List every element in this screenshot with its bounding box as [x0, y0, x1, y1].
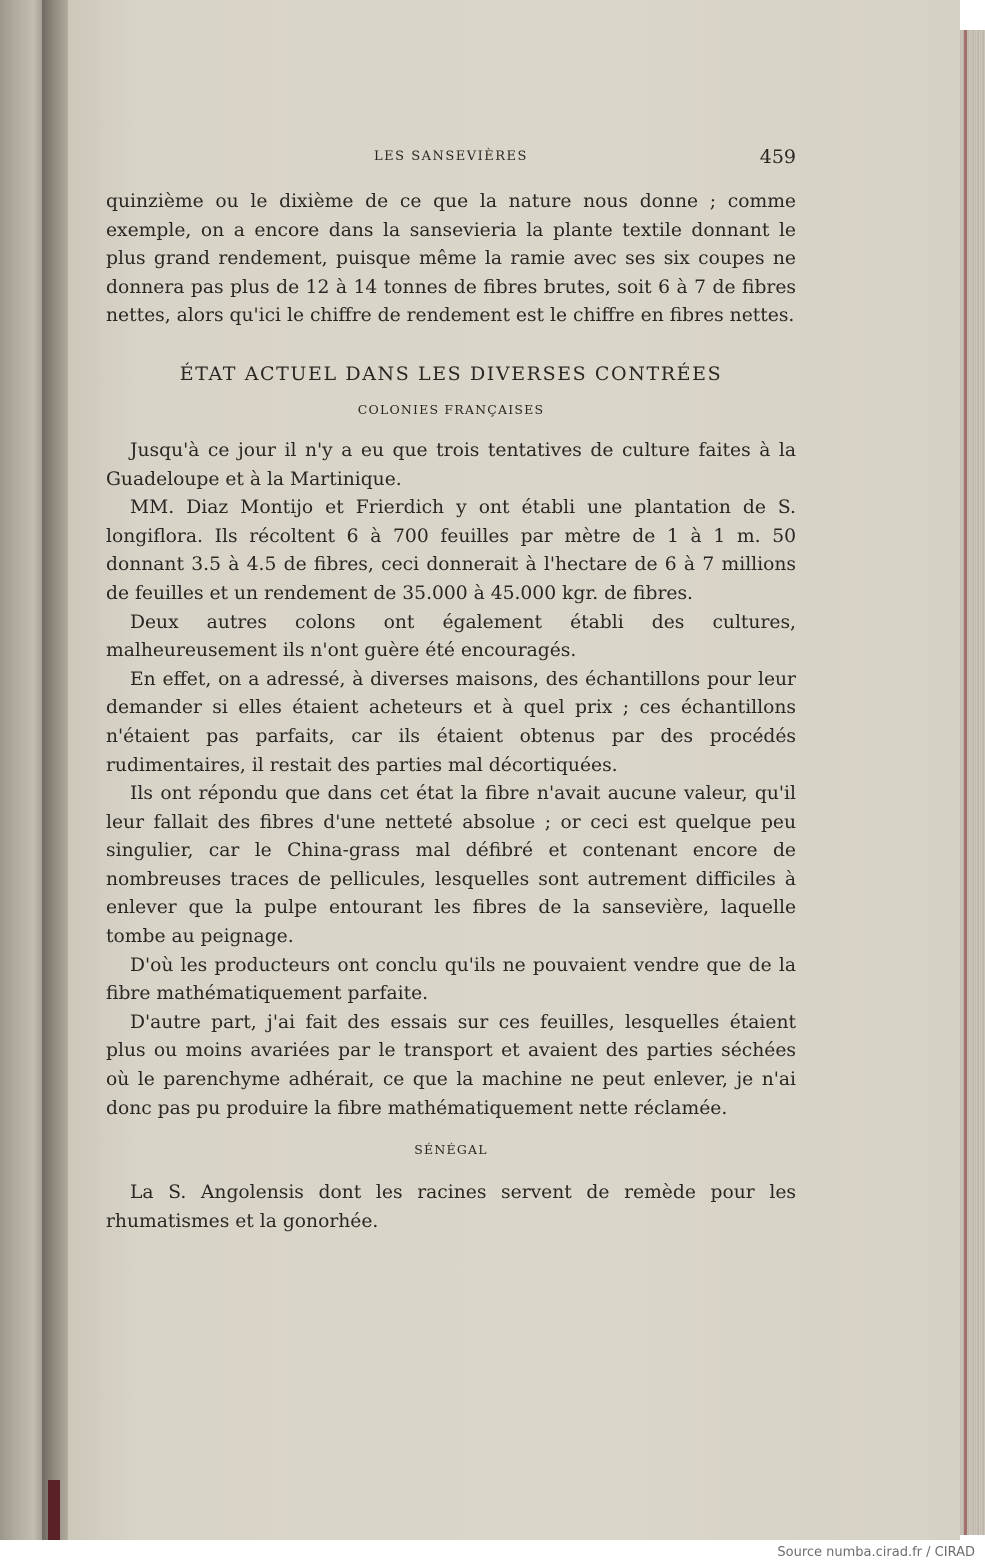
paragraph: Jusqu'à ce jour il n'y a eu que trois tentatives de culture faites à la Guadeloupe et à la Martinique.: [106, 439, 796, 490]
page-number: 459: [759, 146, 796, 168]
paragraph: La S. Angolensis dont les racines servent de remède pour les rhumatismes et la gonorhée.: [106, 1182, 796, 1232]
paragraph: En effet, on a adressé, à diverses maisons, des échantillons pour leur demander si elles étaient acheteurs et à quel prix ; ces échantillons n'étaient pas parfaits, car ils étaient obtenus par des procédés rudimentaires, il restait des parties mal décortiquées.: [106, 668, 796, 776]
paragraph: Ils ont répondu que dans cet état la fibre n'avait aucune valeur, qu'il leur fallait des fibres d'une netteté absolue ; or ceci est quelque peu singulier, car le China-grass mal défibré et contenant encore de nombreuses traces de pellicules, lesquelles sont autrement difficiles à enlever que la pulpe entourant les fibres de la sansevière, laquelle tombe au peignage.: [106, 783, 796, 948]
subheading-senegal: SÉNÉGAL: [414, 1142, 488, 1158]
page-fore-edge: [960, 30, 985, 1535]
page-body: [106, 188, 796, 1236]
section-heading: ÉTAT ACTUEL DANS LES DIVERSES CONTRÉES: [179, 362, 723, 385]
paragraph: MM. Diaz Montijo et Frierdich y ont établi une plantation de S. longiflora. Ils récoltent 6 à 700 feuilles par mètre de 1 à 1 m. 50 donnant 3.5 à 4.5 de fibres, ceci donnerait à l'hectare de 6 à 7 millions de feuilles et un rendement de 35.000 à 45.000 kgr. de fibres.: [106, 497, 796, 604]
running-head: [106, 146, 796, 172]
fore-edge-marking: [964, 30, 967, 1535]
paragraph: D'autre part, j'ai fait des essais sur ces feuilles, lesquelles étaient plus ou moins avariées par le transport et avaient des parties séchées où le parenchyme adhérait, ce que la machine ne peut enlever, je n'ai donc pas pu produire la fibre mathématiquement nette réclamée.: [106, 1011, 796, 1119]
previous-page-edge: [0, 0, 42, 1540]
paragraph: D'où les producteurs ont conclu qu'ils ne pouvaient vendre que de la fibre mathématiquement parfaite.: [106, 954, 796, 1005]
spine-binding: [48, 1480, 60, 1540]
paragraph: quinzième ou le dixième de ce que la nature nous donne ; comme exemple, on a encore dans la sansevieria la plante textile donnant le plus grand rendement, puisque même la ramie avec ses six coupes ne donnera pas plus de 12 à 14 tonnes de fibres brutes, soit 6 à 7 de fibres nettes, alors qu'ici le chiffre de rendement est le chiffre en fibres nettes.: [106, 191, 796, 327]
subheading-colonies: COLONIES FRANÇAISES: [357, 401, 545, 417]
book-gutter: [42, 0, 68, 1540]
running-head-title: LES SANSEVIÈRES: [374, 149, 528, 164]
source-credit: Source numba.cirad.fr / CIRAD: [777, 1545, 975, 1560]
paragraph: Deux autres colons ont également établi des cultures, malheureusement ils n'ont guère été encouragés.: [106, 611, 796, 662]
